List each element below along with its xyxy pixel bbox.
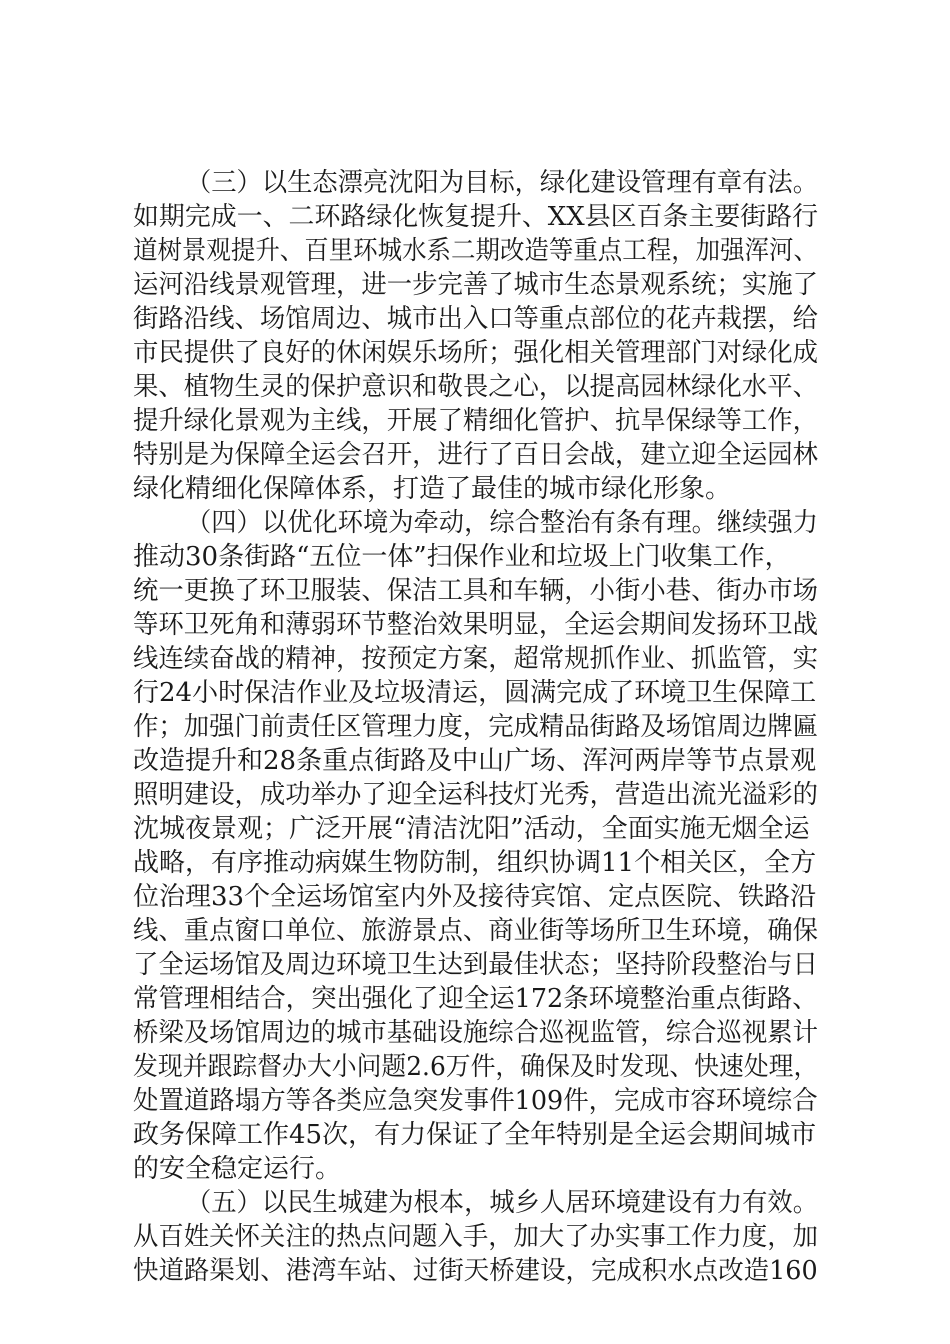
paragraph-4-line-7: 作；加强门前责任区管理力度，完成精品街路及场馆周边牌匾 [133,712,819,742]
paragraph-3-line-2: 如期完成一、二环路绿化恢复提升、XX县区百条主要街路行 [133,202,819,232]
paragraph-4-line-10: 沈城夜景观；广泛开展“清洁沈阳”活动，全面实施无烟全运 [133,814,810,844]
paragraph-4-line-5: 线连续奋战的精神，按预定方案，超常规抓作业、抓监管，实 [133,644,819,674]
paragraph-5-line-1: （五）以民生城建为根本，城乡人居环境建设有力有效。 [186,1188,819,1218]
paragraph-4-line-8: 改造提升和28条重点街路及中山广场、浑河两岸等节点景观 [133,746,817,776]
paragraph-3-line-4: 运河沿线景观管理，进一步完善了城市生态景观系统；实施了 [133,270,819,300]
paragraph-4-line-19: 政务保障工作45次，有力保证了全年特别是全运会期间城市 [133,1120,817,1150]
paragraph-4-line-6: 行24小时保洁作业及垃圾清运，圆满完成了环境卫生保障工 [133,678,817,708]
paragraph-3-line-10: 绿化精细化保障体系，打造了最佳的城市绿化形象。 [133,474,732,504]
paragraph-4-line-14: 了全运场馆及周边环境卫生达到最佳状态；坚持阶段整治与日 [133,950,819,980]
paragraph-3-line-1: （三）以生态漂亮沈阳为目标，绿化建设管理有章有法。 [186,168,819,198]
paragraph-3-line-6: 市民提供了良好的休闲娱乐场所；强化相关管理部门对绿化成 [133,338,819,368]
paragraph-5-line-2: 从百姓关怀关注的热点问题入手，加大了办实事工作力度，加 [133,1222,819,1252]
paragraph-3-line-9: 特别是为保障全运会召开，进行了百日会战，建立迎全运园林 [133,440,819,470]
paragraph-4-line-4: 等环卫死角和薄弱环节整治效果明显，全运会期间发扬环卫战 [133,610,819,640]
paragraph-4-line-9: 照明建设，成功举办了迎全运科技灯光秀，营造出流光溢彩的 [133,780,819,810]
paragraph-4-line-16: 桥梁及场馆周边的城市基础设施综合巡视监管，综合巡视累计 [133,1018,819,1048]
paragraph-4-line-2: 推动30条街路“五位一体”扫保作业和垃圾上门收集工作， [133,542,791,572]
paragraph-3-line-5: 街路沿线、场馆周边、城市出入口等重点部位的花卉栽摆，给 [133,304,819,334]
paragraph-3-line-7: 果、植物生灵的保护意识和敬畏之心，以提高园林绿化水平、 [133,372,819,402]
paragraph-4-line-13: 线、重点窗口单位、旅游景点、商业街等场所卫生环境，确保 [133,916,819,946]
paragraph-4-line-1: （四）以优化环境为牵动，综合整治有条有理。继续强力 [186,508,819,538]
paragraph-4-line-17: 发现并跟踪督办大小问题2.6万件，确保及时发现、快速处理， [133,1052,819,1082]
paragraph-3-line-3: 道树景观提升、百里环城水系二期改造等重点工程，加强浑河、 [133,236,818,266]
paragraph-4-line-18: 处置道路塌方等各类应急突发事件109件，完成市容环境综合 [133,1086,818,1116]
paragraph-4-line-12: 位治理33个全运场馆室内外及接待宾馆、定点医院、铁路沿 [133,882,817,912]
paragraph-3-line-8: 提升绿化景观为主线，开展了精细化管护、抗旱保绿等工作， [133,406,819,436]
paragraph-4-line-11: 战略，有序推动病媒生物防制，组织协调11个相关区，全方 [133,848,817,878]
paragraph-4-line-20: 的安全稳定运行。 [133,1154,342,1184]
paragraph-5-line-3: 快道路渠划、港湾车站、过街天桥建设，完成积水点改造160 [133,1256,818,1286]
paragraph-4-line-15: 常管理相结合，突出强化了迎全运172条环境整治重点街路、 [133,984,818,1014]
paragraph-4-line-3: 统一更换了环卫服装、保洁工具和车辆，小街小巷、街办市场 [133,576,819,606]
